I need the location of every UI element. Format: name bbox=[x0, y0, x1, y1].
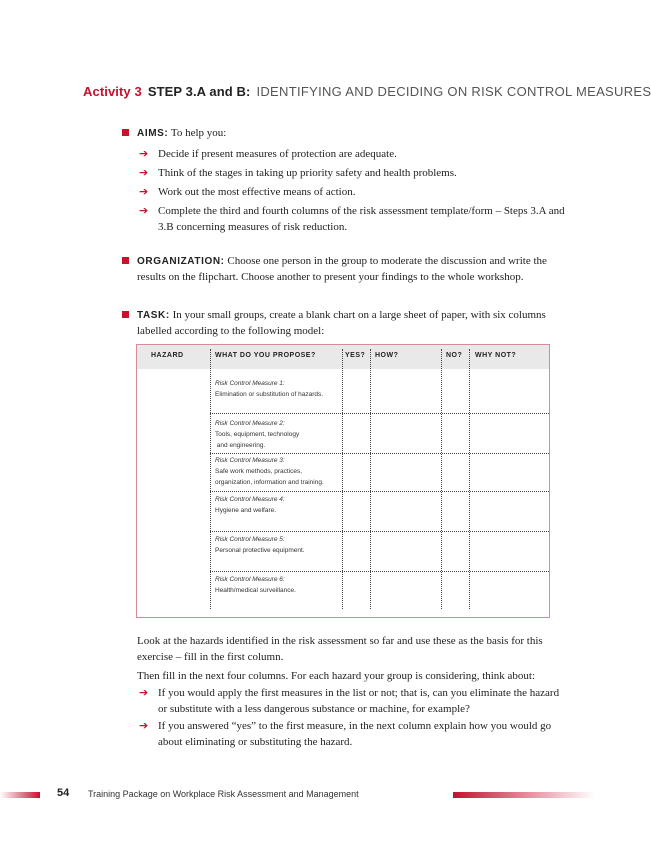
risk-control-chart bbox=[136, 344, 550, 618]
measure-desc: organization, information and training. bbox=[215, 479, 324, 486]
measure-desc: Elimination or substitution of hazards. bbox=[215, 391, 324, 398]
measure-desc: and engineering. bbox=[215, 442, 266, 449]
arrow-icon: ➔ bbox=[139, 185, 149, 198]
measure-title: Risk Control Measure 3: bbox=[215, 457, 285, 464]
row-divider bbox=[210, 531, 549, 532]
activity-heading bbox=[83, 84, 651, 99]
aims-line bbox=[137, 125, 226, 142]
header-no: NO? bbox=[446, 352, 463, 359]
measure-cell bbox=[215, 378, 339, 400]
page-number: 54 bbox=[57, 787, 70, 799]
task-bullet-icon bbox=[122, 311, 129, 318]
header-why-not: WHY NOT? bbox=[475, 352, 517, 359]
aims-item: Decide if present measures of protection are adequate. bbox=[158, 148, 397, 160]
measure-cell bbox=[215, 534, 339, 556]
arrow-icon: ➔ bbox=[139, 719, 149, 732]
row-divider bbox=[210, 571, 549, 572]
measure-desc: Safe work methods, practices, bbox=[215, 468, 303, 475]
aims-item: Complete the third and fourth columns of the risk assessment template/form – Steps 3.A and bbox=[158, 205, 565, 217]
column-divider bbox=[370, 349, 371, 609]
arrow-icon: ➔ bbox=[139, 147, 149, 160]
measure-title: Risk Control Measure 1: bbox=[215, 380, 285, 387]
column-divider bbox=[441, 349, 442, 609]
chart-header-row bbox=[137, 345, 549, 369]
footer-bar-right bbox=[453, 792, 595, 798]
task-text: In your small groups, create a blank chart on a large sheet of paper, with six columns bbox=[172, 309, 546, 321]
header-yes: YES? bbox=[345, 352, 366, 359]
measure-cell bbox=[215, 455, 339, 488]
think-item: If you answered “yes” to the first measure, in the next column explain how you would go bbox=[158, 720, 552, 732]
measure-title: Risk Control Measure 2: bbox=[215, 420, 285, 427]
measure-desc: Tools, equipment, technology bbox=[215, 431, 300, 438]
think-item: If you would apply the first measures in the list or not; that is, can you eliminate the hazard bbox=[158, 687, 560, 699]
task-line-2: labelled according to the following model: bbox=[137, 325, 325, 337]
column-divider bbox=[469, 349, 470, 609]
instructions-line-3: Then fill in the next four columns. For each hazard your group is considering, think about: bbox=[137, 670, 536, 682]
think-item-continued: or substitute with a less dangerous substance or machine, for example? bbox=[158, 703, 470, 715]
organization-label: ORGANIZATION: bbox=[137, 256, 225, 267]
header-what-propose: WHAT DO YOU PROPOSE? bbox=[215, 352, 316, 359]
measure-cell bbox=[215, 574, 339, 596]
think-item-continued: about eliminating or substituting the hazard. bbox=[158, 736, 353, 748]
aims-item: Work out the most effective means of action. bbox=[158, 186, 356, 198]
column-divider bbox=[210, 349, 211, 609]
column-divider bbox=[342, 349, 343, 609]
aims-item-continued: 3.B concerning measures of risk reduction. bbox=[158, 221, 348, 233]
aims-intro: To help you: bbox=[170, 127, 227, 139]
activity-number: Activity 3 bbox=[83, 84, 142, 99]
header-hazard: HAZARD bbox=[151, 352, 184, 359]
organization-text: Choose one person in the group to moderate the discussion and write the bbox=[227, 255, 547, 267]
activity-title: IDENTIFYING AND DECIDING ON RISK CONTROL MEASURES bbox=[256, 84, 651, 99]
footer-bar-left bbox=[0, 792, 40, 798]
row-divider bbox=[210, 491, 549, 492]
measure-title: Risk Control Measure 6: bbox=[215, 576, 285, 583]
instructions-line-2: exercise – fill in the first column. bbox=[137, 651, 284, 663]
organization-line-2: results on the flipchart. Choose another to present your findings to the whole workshop. bbox=[137, 271, 524, 283]
measure-desc: Hygiene and welfare. bbox=[215, 507, 277, 514]
instructions-line-1: Look at the hazards identified in the risk assessment so far and use these as the basis for this bbox=[137, 635, 543, 647]
measure-cell bbox=[215, 418, 339, 451]
header-how: HOW? bbox=[375, 352, 399, 359]
task-line-1 bbox=[137, 307, 548, 324]
aims-bullet-icon bbox=[122, 129, 129, 136]
arrow-icon: ➔ bbox=[139, 166, 149, 179]
measure-cell bbox=[215, 494, 339, 516]
arrow-icon: ➔ bbox=[139, 204, 149, 217]
task-label: TASK: bbox=[137, 310, 170, 321]
measure-title: Risk Control Measure 4: bbox=[215, 496, 285, 503]
footer-title: Training Package on Workplace Risk Assessment and Management bbox=[88, 789, 359, 799]
aims-item: Think of the stages in taking up priority safety and health problems. bbox=[158, 167, 457, 179]
row-divider bbox=[210, 413, 549, 414]
aims-label: AIMS: bbox=[137, 128, 169, 139]
measure-desc: Personal protective equipment. bbox=[215, 547, 305, 554]
organization-bullet-icon bbox=[122, 257, 129, 264]
measure-title: Risk Control Measure 5: bbox=[215, 536, 285, 543]
step-label: STEP 3.A and B: bbox=[147, 84, 251, 99]
arrow-icon: ➔ bbox=[139, 686, 149, 699]
measure-desc: Health/medical surveillance. bbox=[215, 587, 296, 594]
organization-line-1 bbox=[137, 253, 548, 270]
row-divider bbox=[210, 453, 549, 454]
